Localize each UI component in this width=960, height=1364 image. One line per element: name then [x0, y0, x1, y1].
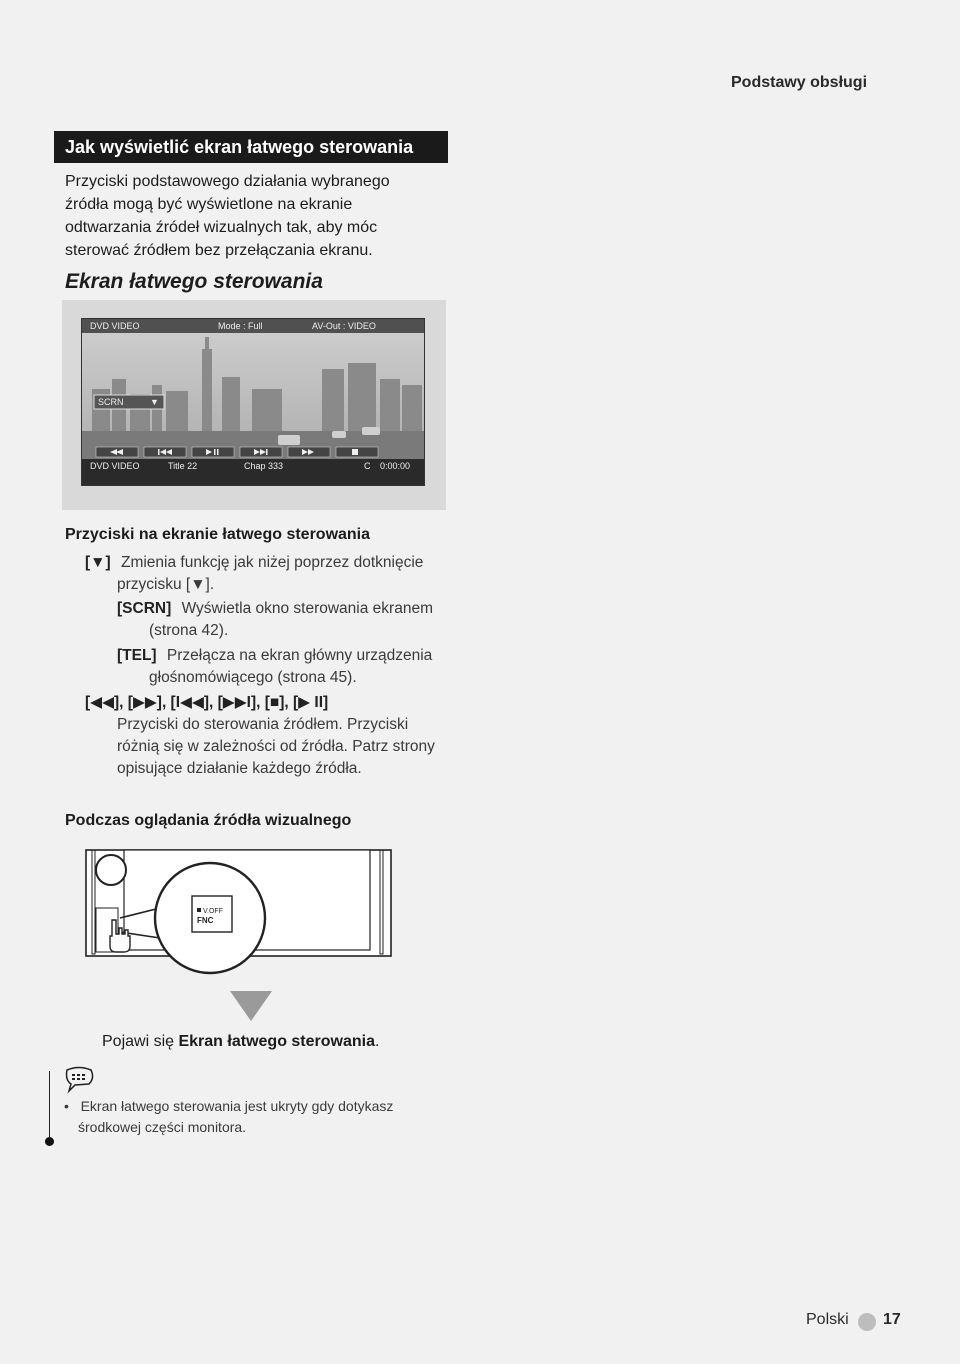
note-end-dot — [45, 1137, 54, 1146]
play-pause-button[interactable] — [192, 447, 234, 457]
scrn-key-text-cont: (strona 42). — [149, 622, 229, 639]
tel-key-text: Przełącza na ekran główny urządzenia — [166, 647, 433, 664]
note-line — [64, 1096, 424, 1117]
down-key-item — [85, 552, 423, 574]
scrn-arrow-icon: ▼ — [150, 397, 159, 407]
down-key-label: [▼] — [85, 554, 111, 571]
screen-svg — [82, 319, 424, 485]
result-text — [102, 1033, 379, 1051]
device-voff-label: V.OFF — [203, 908, 223, 915]
scrn-key-item — [117, 598, 433, 620]
intro-line: sterować źródłem bez przełączania ekranu. — [65, 242, 373, 259]
subsection-title: Ekran łatwego sterowania — [65, 270, 323, 293]
result-suffix: . — [375, 1033, 380, 1050]
device-fnc-label: FNC — [197, 916, 214, 925]
intro-line: odtwarzania źródeł wizualnych tak, aby móc — [65, 219, 378, 236]
screen-avout-label: AV-Out : VIDEO — [312, 321, 376, 331]
result-prefix: Pojawi się — [102, 1033, 179, 1050]
down-key-text-cont: przycisku [▼]. — [117, 576, 215, 593]
intro-paragraph — [65, 170, 445, 262]
scrn-key-text: Wyświetla okno sterowania ekranem — [181, 600, 433, 617]
footer-dot-icon — [858, 1313, 876, 1331]
note-icon — [63, 1066, 95, 1094]
control-keys-text: różnią się w zależności od źródła. Patrz strony — [117, 738, 435, 755]
tel-key-item — [117, 645, 432, 667]
control-keys-text: Przyciski do sterowania źródłem. Przyciski — [117, 716, 409, 733]
control-keys-label: [◀◀], [▶▶], [I◀◀], [▶▶I], [■], [▶ II] — [85, 694, 329, 711]
section-title-bar: Jak wyświetlić ekran łatwego sterowania — [54, 131, 448, 163]
knob-icon — [96, 855, 126, 885]
page-section-header: Podstawy obsługi — [731, 74, 868, 91]
screen-play-time: 0:00:00 — [380, 461, 411, 471]
note-bullet: • — [64, 1098, 69, 1114]
device-illustration — [84, 846, 396, 976]
control-keys-text: opisujące działanie każdego źródła. — [117, 760, 362, 777]
scrn-key-label: [SCRN] — [117, 600, 172, 617]
note-vertical-line — [49, 1071, 50, 1141]
device-svg — [84, 846, 396, 976]
result-bold: Ekran łatwego sterowania — [178, 1033, 375, 1050]
down-key-text: Zmienia funkcję jak niżej poprzez dotknięcie — [120, 554, 424, 571]
intro-line: źródła mogą być wyświetlone na ekranie — [65, 196, 353, 213]
control-keys-item — [85, 692, 334, 714]
screen-title-number: Title 22 — [168, 461, 198, 471]
arrow-down-icon — [230, 991, 272, 1021]
footer-language: Polski — [806, 1311, 849, 1328]
scrn-button[interactable] — [94, 395, 164, 409]
buttons-heading: Przyciski na ekranie łatwego sterowania — [65, 526, 371, 543]
screen-mode-label: Mode : Full — [218, 321, 263, 331]
intro-line: Przyciski podstawowego działania wybranego — [65, 173, 390, 190]
scrn-button-label: SCRN — [98, 397, 124, 407]
screen-source-label: DVD VIDEO — [90, 321, 140, 331]
tel-key-text-cont: głośnomówiącego (strona 45). — [149, 669, 357, 686]
screen-c-label: C — [364, 461, 371, 471]
footer-page-number: 17 — [883, 1311, 901, 1328]
screen-chapter-number: Chap 333 — [244, 461, 284, 471]
note-line-cont: środkowej części monitora. — [78, 1119, 247, 1135]
easy-control-screenshot — [81, 318, 425, 486]
note-text — [64, 1096, 424, 1138]
note-line-text: Ekran łatwego sterowania jest ukryty gdy dotykasz — [80, 1098, 394, 1114]
tel-key-label: [TEL] — [117, 647, 157, 664]
watching-heading: Podczas oglądania źródła wizualnego — [65, 812, 352, 829]
screen-bottom-source: DVD VIDEO — [90, 461, 140, 471]
